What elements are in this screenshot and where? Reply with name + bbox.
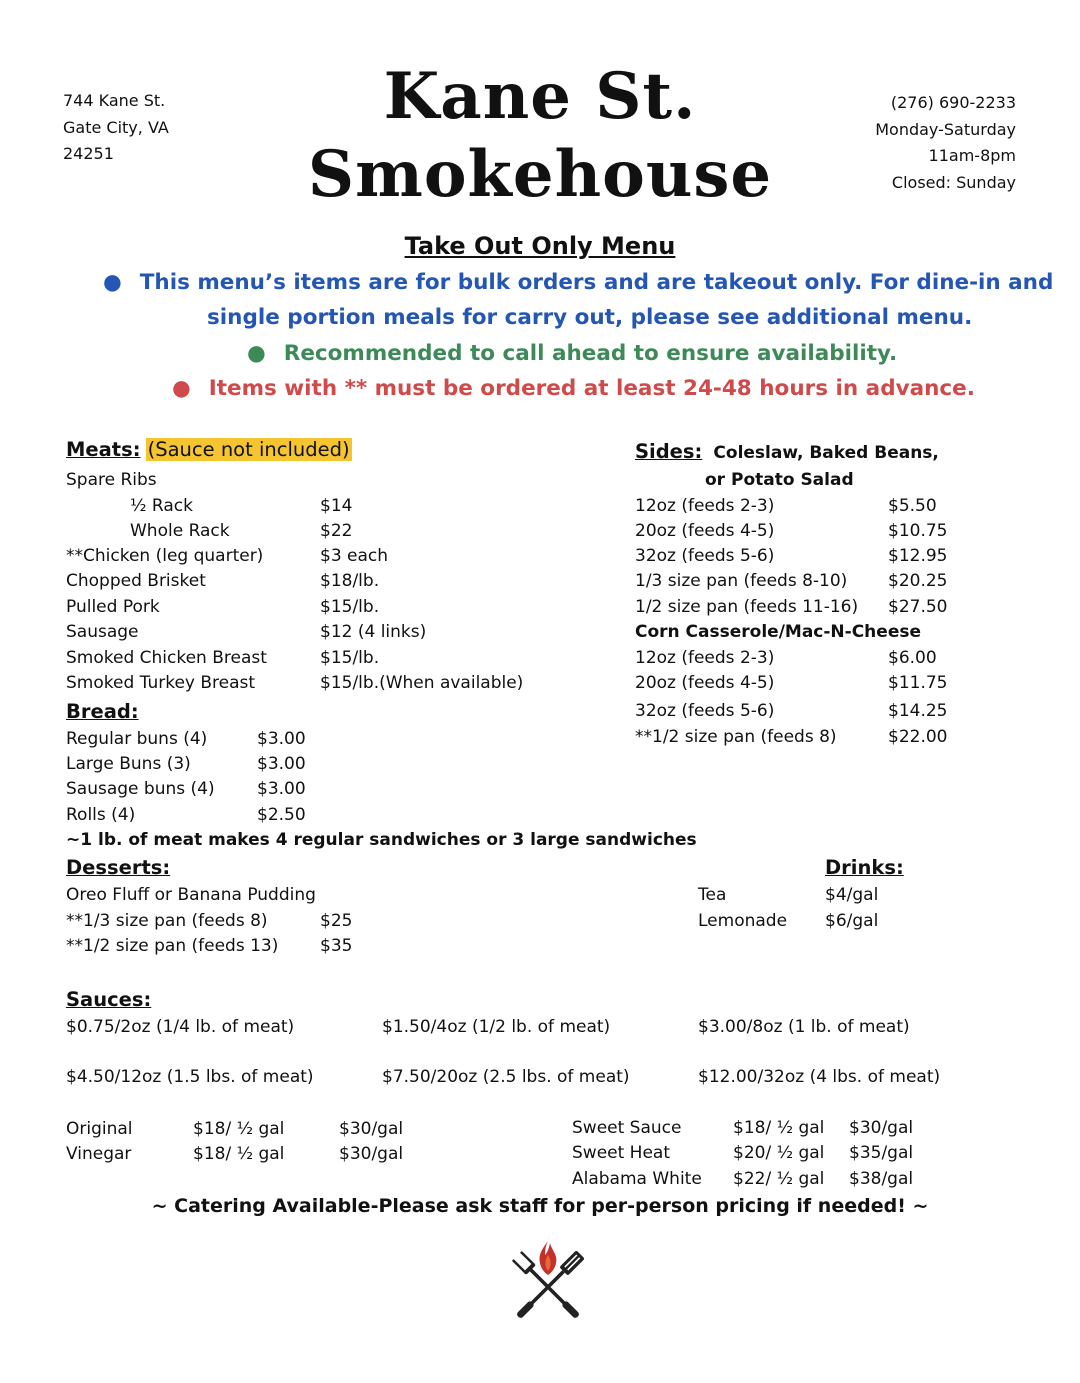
bullet-icon: ● xyxy=(172,376,191,401)
sauce-size: $7.50/20oz (2.5 lbs. of meat) xyxy=(382,1067,630,1087)
catering-note: ~ Catering Available-Please ask staff for per-person pricing if needed! ~ xyxy=(151,1195,929,1217)
meat-item-price: $15/lb.(When available) xyxy=(320,673,524,693)
sandwich-note: ~1 lb. of meat makes 4 regular sandwiches or 3 large sandwiches xyxy=(66,830,697,850)
casserole-header: Corn Casserole/Mac-N-Cheese xyxy=(635,622,921,642)
sauce-bulk-half: $18/ ½ gal xyxy=(733,1118,825,1138)
restaurant-title-line1: Kane St. xyxy=(383,59,697,134)
meat-item-name: Smoked Chicken Breast xyxy=(66,648,267,668)
sauce-bulk-gal: $35/gal xyxy=(849,1143,914,1163)
drink-item-price: $4/gal xyxy=(825,885,879,905)
casserole-item-price: $22.00 xyxy=(888,727,948,747)
contact-block xyxy=(875,90,1016,196)
drink-item-name: Lemonade xyxy=(698,911,788,931)
side-item-price: $20.25 xyxy=(888,571,948,591)
dessert-item-price: $25 xyxy=(320,911,353,931)
meat-item-name: Pulled Pork xyxy=(66,597,160,617)
sauce-size: $3.00/8oz (1 lb. of meat) xyxy=(698,1017,910,1037)
side-item-name: 1/2 size pan (feeds 11-16) xyxy=(635,597,859,617)
bread-item-price: $3.00 xyxy=(257,729,306,749)
sauce-not-included-note: (Sauce not included) xyxy=(147,438,350,461)
address-city: Gate City, VA xyxy=(63,117,169,137)
sauce-bulk-name: Original xyxy=(66,1119,133,1139)
casserole-item-name: **1/2 size pan (feeds 8) xyxy=(635,727,837,747)
meats-header: Meats: xyxy=(66,438,141,461)
desserts-header: Desserts: xyxy=(66,856,171,879)
sides-header: Sides: xyxy=(635,440,703,463)
side-item-price: $12.95 xyxy=(888,546,948,566)
meat-item-name: Whole Rack xyxy=(130,521,230,541)
side-item-name: 32oz (feeds 5-6) xyxy=(635,546,775,566)
sauce-bulk-name: Sweet Sauce xyxy=(572,1118,682,1138)
casserole-item-name: 20oz (feeds 4-5) xyxy=(635,673,775,693)
side-item-price: $27.50 xyxy=(888,597,948,617)
meat-item-name: **Chicken (leg quarter) xyxy=(66,546,264,566)
bread-item-name: Sausage buns (4) xyxy=(66,779,215,799)
casserole-item-price: $6.00 xyxy=(888,648,937,668)
bread-item-name: Large Buns (3) xyxy=(66,754,191,774)
desserts-options: Oreo Fluff or Banana Pudding xyxy=(66,885,316,905)
meat-item-name: Sausage xyxy=(66,622,139,642)
bullet-icon: ● xyxy=(247,341,266,366)
sauce-bulk-half: $18/ ½ gal xyxy=(193,1144,285,1164)
spare-ribs-label: Spare Ribs xyxy=(66,470,157,490)
sauce-bulk-gal: $30/gal xyxy=(339,1144,404,1164)
bread-header: Bread: xyxy=(66,700,139,723)
meat-item-name: Chopped Brisket xyxy=(66,571,206,591)
drink-item-name: Tea xyxy=(698,885,727,905)
casserole-item-name: 12oz (feeds 2-3) xyxy=(635,648,775,668)
sides-options-line1: Coleslaw, Baked Beans, xyxy=(713,443,939,463)
note-bulk-line2: single portion meals for carry out, please see additional menu. xyxy=(207,305,973,330)
side-item-name: 20oz (feeds 4-5) xyxy=(635,521,775,541)
note-call-ahead-text: Recommended to call ahead to ensure availability. xyxy=(283,341,898,366)
meat-item-price: $12 (4 links) xyxy=(320,622,427,642)
sauce-bulk-name: Alabama White xyxy=(572,1169,702,1189)
sauce-bulk-gal: $30/gal xyxy=(339,1119,404,1139)
side-item-name: 1/3 size pan (feeds 8-10) xyxy=(635,571,848,591)
side-item-price: $10.75 xyxy=(888,521,948,541)
meat-item-price: $18/lb. xyxy=(320,571,380,591)
casserole-item-name: 32oz (feeds 5-6) xyxy=(635,701,775,721)
dessert-item-name: **1/3 size pan (feeds 8) xyxy=(66,911,268,931)
note-advance-text: Items with ** must be ordered at least 24-48 hours in advance. xyxy=(208,376,975,401)
sauce-bulk-half: $18/ ½ gal xyxy=(193,1119,285,1139)
open-days: Monday-Saturday xyxy=(875,119,1016,139)
closed-days: Closed: Sunday xyxy=(891,172,1016,192)
meat-item-price: $3 each xyxy=(320,546,389,566)
open-hours: 11am-8pm xyxy=(928,146,1016,165)
casserole-item-price: $11.75 xyxy=(888,673,948,693)
meat-item-price: $15/lb. xyxy=(320,648,380,668)
bread-item-price: $3.00 xyxy=(257,754,306,774)
sauce-bulk-name: Vinegar xyxy=(66,1144,132,1164)
bread-item-price: $3.00 xyxy=(257,779,306,799)
sauce-bulk-gal: $38/gal xyxy=(849,1169,914,1189)
sauce-size: $1.50/4oz (1/2 lb. of meat) xyxy=(382,1017,611,1037)
side-item-name: 12oz (feeds 2-3) xyxy=(635,496,775,516)
drink-item-price: $6/gal xyxy=(825,911,879,931)
sauce-size: $12.00/32oz (4 lbs. of meat) xyxy=(698,1067,941,1087)
note-bulk xyxy=(103,270,1053,295)
dessert-item-price: $35 xyxy=(320,936,353,956)
sides-options-line2: or Potato Salad xyxy=(705,470,854,490)
meat-item-name: Smoked Turkey Breast xyxy=(66,673,256,693)
meat-item-price: $14 xyxy=(320,496,353,516)
sauce-bulk-gal: $30/gal xyxy=(849,1118,914,1138)
bread-item-price: $2.50 xyxy=(257,805,306,825)
casserole-item-price: $14.25 xyxy=(888,701,948,721)
sauce-bulk-half: $20/ ½ gal xyxy=(733,1143,825,1163)
crossed-spatula-fork-flame-icon xyxy=(498,1235,598,1327)
sauce-size: $0.75/2oz (1/4 lb. of meat) xyxy=(66,1017,295,1037)
sides-header-row xyxy=(635,440,939,463)
restaurant-title-line2: Smokehouse xyxy=(307,137,773,212)
note-advance xyxy=(172,376,975,401)
bullet-icon: ● xyxy=(103,270,122,295)
meat-item-name: ½ Rack xyxy=(130,496,193,516)
address-zip: 24251 xyxy=(63,144,114,163)
sauce-bulk-half: $22/ ½ gal xyxy=(733,1169,825,1189)
meat-item-price: $22 xyxy=(320,521,353,541)
drinks-header: Drinks: xyxy=(825,856,904,879)
sauce-size: $4.50/12oz (1.5 lbs. of meat) xyxy=(66,1067,314,1087)
menu-subtitle: Take Out Only Menu xyxy=(404,232,676,260)
note-bulk-line1: This menu’s items are for bulk orders and are takeout only. For dine-in and xyxy=(139,270,1054,295)
phone-number: (276) 690-2233 xyxy=(890,93,1016,112)
side-item-price: $5.50 xyxy=(888,496,937,516)
meat-item-price: $15/lb. xyxy=(320,597,380,617)
note-call-ahead xyxy=(247,341,897,366)
sauce-bulk-name: Sweet Heat xyxy=(572,1143,671,1163)
address-street: 744 Kane St. xyxy=(63,91,166,110)
dessert-item-name: **1/2 size pan (feeds 13) xyxy=(66,936,279,956)
sauces-header: Sauces: xyxy=(66,988,152,1011)
bread-item-name: Rolls (4) xyxy=(66,805,136,825)
bread-item-name: Regular buns (4) xyxy=(66,729,208,749)
meats-header-row xyxy=(66,438,352,461)
